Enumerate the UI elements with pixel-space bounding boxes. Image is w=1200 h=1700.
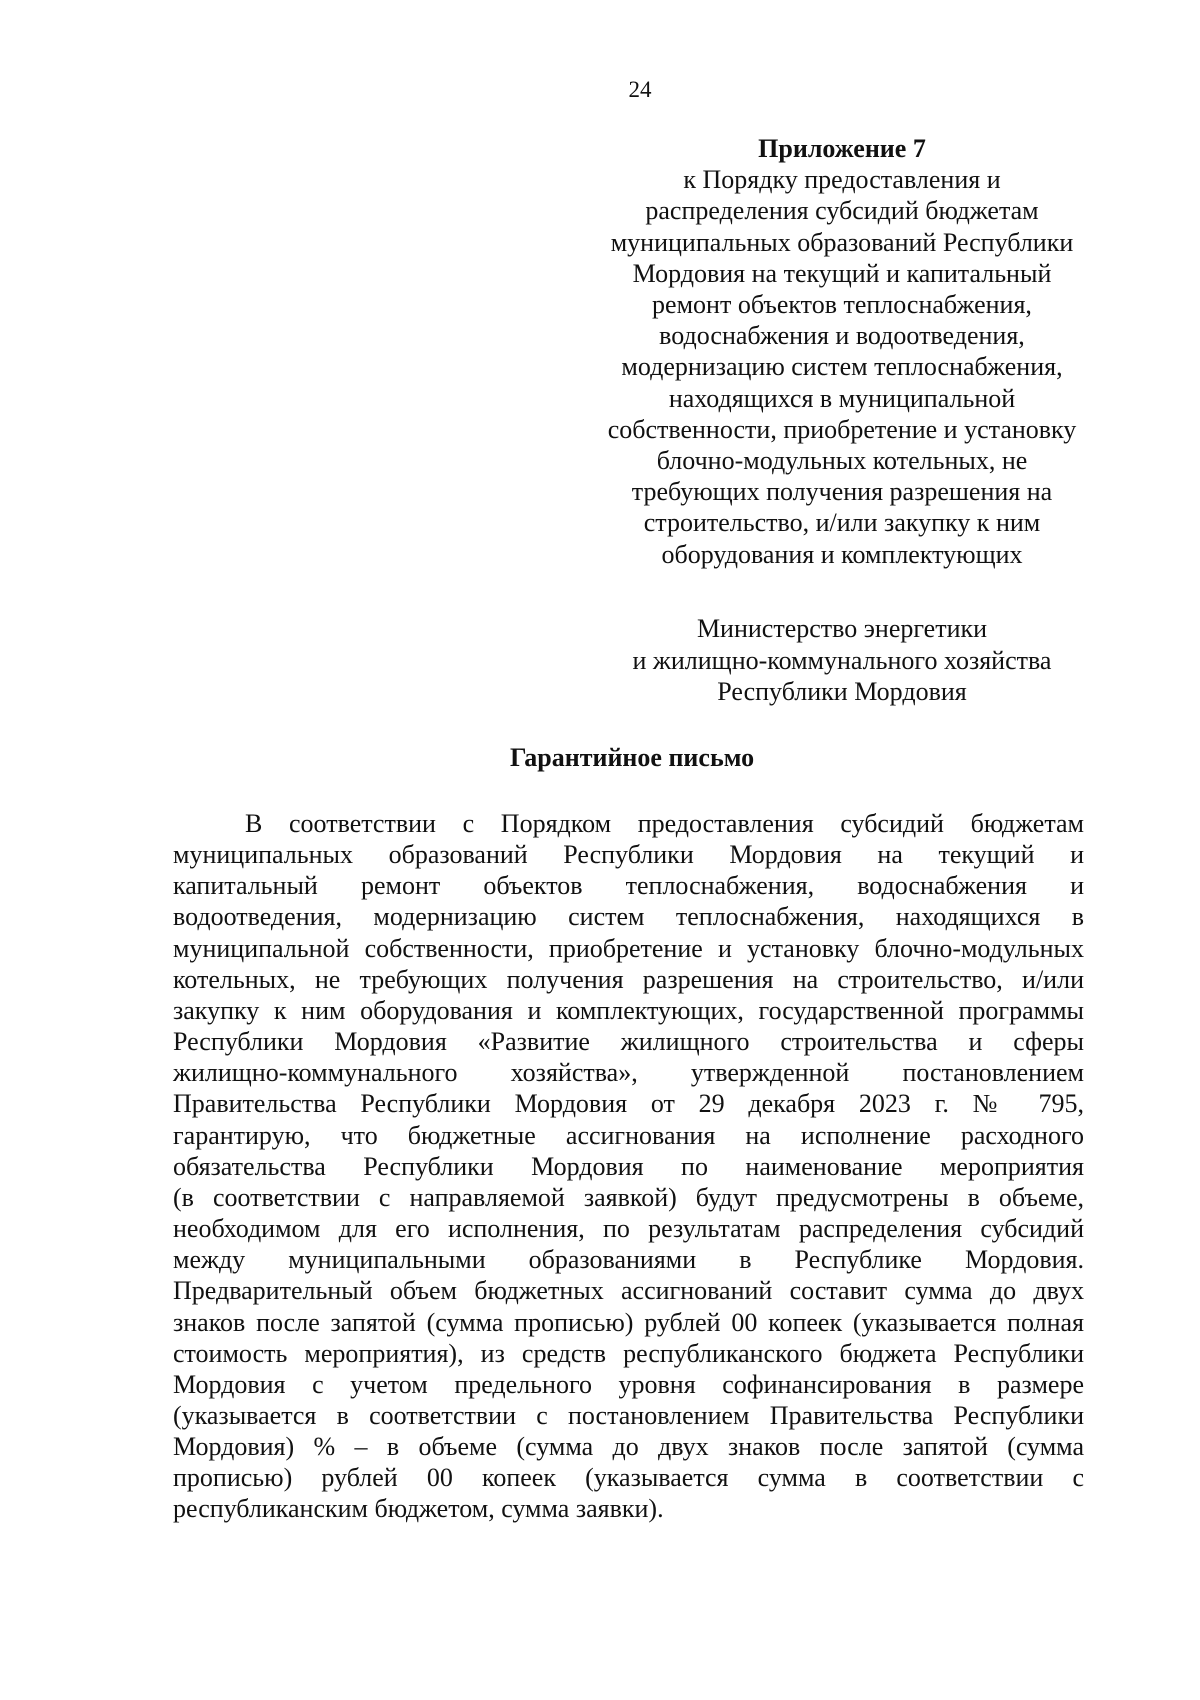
annex-line: модернизацию систем теплоснабжения, <box>621 352 1063 382</box>
addressee-block <box>600 613 1084 708</box>
letter-body <box>173 808 1084 1525</box>
body-line: необходимом для его исполнения, по результатам распределения субсидий <box>173 1214 1084 1244</box>
body-line: жилищно-коммунального хозяйства», утвержденной постановлением <box>173 1058 1084 1088</box>
annex-line: блочно-модульных котельных, не <box>656 446 1028 476</box>
body-line: Мордовия) % – в объеме (сумма до двух знаков после запятой (сумма <box>173 1432 1084 1462</box>
page-number: 24 <box>628 77 652 102</box>
body-line: закупку к ним оборудования и комплектующих, государственной программы <box>173 995 1084 1025</box>
addressee-line: Республики Мордовия <box>717 677 967 706</box>
body-line: гарантирую, что бюджетные ассигнования на исполнение расходного <box>173 1120 1084 1150</box>
annex-line: муниципальных образований Республики <box>610 227 1074 257</box>
body-line: обязательства Республики Мордовия по наименование мероприятия <box>173 1151 1084 1181</box>
body-line: Республики Мордовия «Развитие жилищного строительства и сферы <box>173 1027 1084 1057</box>
body-line: котельных, не требующих получения разрешения на строительство, и/или <box>173 964 1084 994</box>
annex-line: собственности, приобретение и установку <box>607 414 1077 444</box>
annex-line: требующих получения разрешения на <box>631 477 1053 507</box>
body-line: В соответствии с Порядком предоставления субсидий бюджетам <box>245 809 1084 838</box>
annex-block <box>600 133 1084 570</box>
body-line: Предварительный объем бюджетных ассигнований составит сумма до двух <box>173 1276 1084 1306</box>
body-line: (указывается в соответствии с постановлением Правительства Республики <box>173 1400 1084 1430</box>
annex-line: находящихся в муниципальной <box>668 383 1016 413</box>
body-line: капитальный ремонт объектов теплоснабжения, водоснабжения и <box>173 871 1084 901</box>
body-line: муниципальных образований Республики Мордовия на текущий и <box>173 840 1084 870</box>
annex-line: Мордовия на текущий и капитальный <box>632 258 1052 288</box>
annex-line: распределения субсидий бюджетам <box>645 196 1039 226</box>
body-line: муниципальной собственности, приобретение и установку блочно-модульных <box>173 933 1084 963</box>
annex-line: строительство, и/или закупку к ним <box>643 508 1041 538</box>
addressee-line: Министерство энергетики <box>696 614 988 643</box>
body-line: между муниципальными образованиями в Республике Мордовия. <box>173 1245 1084 1275</box>
body-line: прописью) рублей 00 копеек (указывается сумма в соответствии с <box>173 1463 1084 1493</box>
annex-line: оборудования и комплектующих <box>661 539 1023 569</box>
body-line: (в соответствии с направляемой заявкой) будут предусмотрены в объеме, <box>173 1182 1084 1212</box>
letter-title: Гарантийное письмо <box>510 743 755 772</box>
body-line: водоотведения, модернизацию систем теплоснабжения, находящихся в <box>173 902 1084 932</box>
annex-line: к Порядку предоставления и <box>683 165 1001 195</box>
addressee-line: и жилищно-коммунального хозяйства <box>632 645 1052 675</box>
annex-title: Приложение 7 <box>758 134 926 163</box>
body-line: Мордовия с учетом предельного уровня софинансирования в размере <box>173 1369 1084 1399</box>
body-line: республиканским бюджетом, сумма заявки). <box>173 1494 664 1524</box>
body-line: знаков после запятой (сумма прописью) рублей 00 копеек (указывается полная <box>173 1307 1084 1337</box>
annex-line: водоснабжения и водоотведения, <box>659 321 1025 351</box>
body-line: Правительства Республики Мордовия от 29 декабря 2023 г. № 795, <box>173 1089 1084 1119</box>
annex-line: ремонт объектов теплоснабжения, <box>652 290 1032 320</box>
body-line: стоимость мероприятия), из средств республиканского бюджета Республики <box>173 1338 1084 1368</box>
